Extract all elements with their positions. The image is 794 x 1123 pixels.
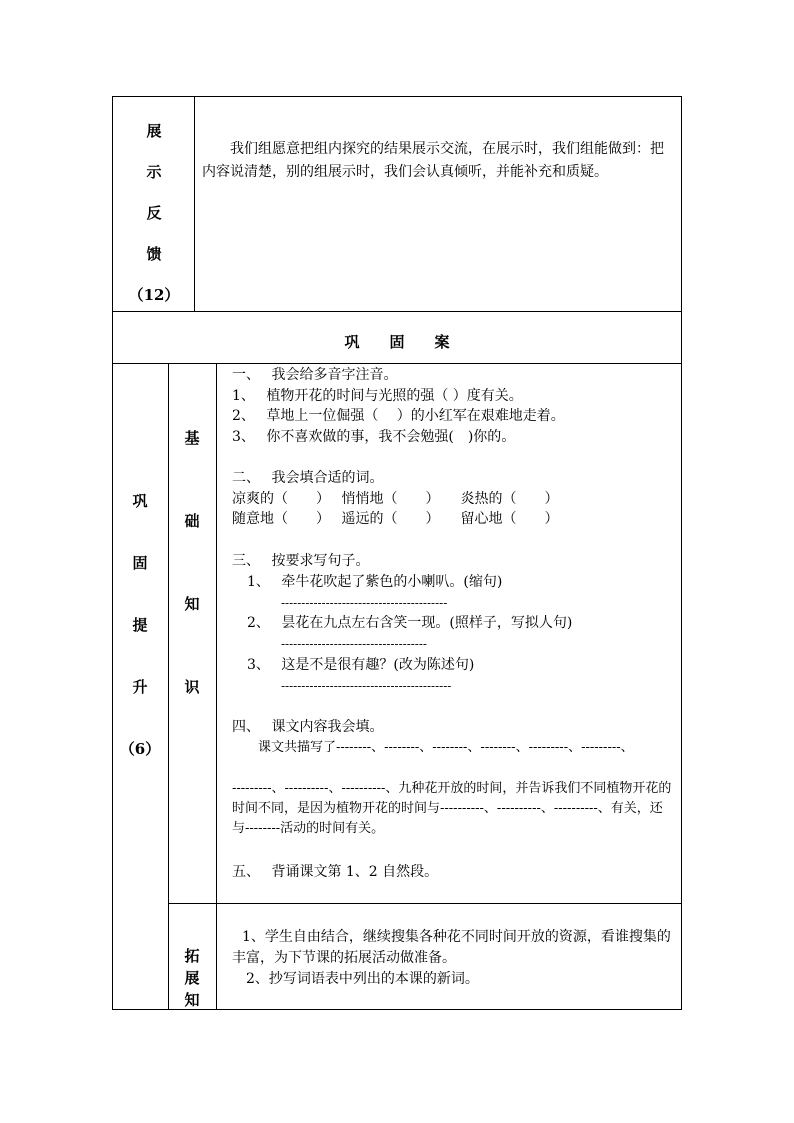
section-four-title: 四、 课文内容我会填。 (232, 719, 384, 735)
sub-label-divider (216, 363, 217, 1010)
answer-line: ------------------------------------ (281, 637, 427, 651)
consolidation-label-score: （6） (119, 740, 161, 758)
section-two-title: 二、 我会填合适的词。 (232, 470, 384, 486)
basic-label-char: 础 (184, 512, 200, 530)
basic-label-char: 知 (184, 595, 200, 613)
basic-extend-divider (168, 903, 682, 904)
fill-in-paragraph: 课文共描写了--------、--------、--------、--------、---------、---------、 (232, 740, 634, 755)
feedback-label-char: 反 (146, 204, 162, 222)
word-fill-line: 随意地（ ） 遥远的（ ） 留心地（ ） (232, 511, 559, 527)
sentence-task: 3、 这是不是很有趣？(改为陈述句) (247, 657, 475, 673)
feedback-column-divider (194, 96, 195, 311)
section-three-title: 三、 按要求写句子。 (232, 553, 370, 569)
sentence-task: 1、 牵牛花吹起了紫色的小喇叭。(缩句) (247, 574, 503, 590)
left-column-divider (168, 363, 169, 1010)
question-line: 2、 草地上一位倔强（ ）的小红军在艰难地走着。 (232, 408, 565, 424)
basic-label-char: 识 (184, 678, 200, 696)
question-line: 3、 你不喜欢做的事，我不会勉强( )你的。 (232, 429, 516, 445)
consolidation-label-char: 提 (132, 616, 148, 634)
fill-in-paragraph: ---------、----------、----------、九种花开放的时间，并告诉我们不同植物开花的时间不同，是因为植物开花的时间与----------、----------、----------、有关，还与--------活动的时间有关。 (232, 781, 672, 836)
consolidation-label-char: 巩 (132, 492, 148, 510)
header-row-bottom (112, 363, 682, 364)
extend-label-char: 展 (184, 969, 200, 987)
consolidation-label-char: 升 (132, 678, 148, 696)
basic-label-char: 基 (184, 429, 200, 447)
consolidation-label-char: 固 (132, 554, 148, 572)
feedback-label-char: 展 (146, 122, 162, 140)
question-line: 1、 植物开花的时间与光照的强（ ）度有关。 (232, 388, 523, 404)
extend-task: 1、学生自由结合，继续搜集各种花不同时间开放的资源，看谁搜集的丰富，为下节课的拓展活动做准备。 (232, 929, 671, 966)
extend-task: 2、抄写词语表中列出的本课的新词。 (246, 971, 479, 987)
answer-line: ----------------------------------------- (281, 596, 448, 610)
word-fill-line: 凉爽的（ ） 悄悄地（ ） 炎热的（ ） (232, 491, 559, 507)
section-one-title: 一、 我会给多音字注音。 (232, 367, 398, 383)
feedback-row-bottom (112, 311, 682, 312)
extend-label-char: 拓 (184, 947, 200, 965)
sentence-task: 2、 昙花在九点左右含笑一现。(照样子，写拟人句) (247, 615, 573, 631)
consolidation-header: 巩 固 案 (344, 333, 450, 351)
feedback-label-char: 馈 (146, 245, 162, 263)
answer-line: ------------------------------------------ (281, 679, 452, 693)
extend-label-char: 知 (184, 991, 200, 1009)
feedback-paragraph: 我们组愿意把组内探究的结果展示交流，在展示时，我们组能做到：把内容说清楚，别的组展示时，我们会认真倾听，并能补充和质疑。 (202, 141, 664, 180)
feedback-label-score: （12） (128, 286, 180, 304)
feedback-label-char: 示 (146, 163, 162, 181)
section-five-title: 五、 背诵课文第 1、2 自然段。 (232, 864, 439, 880)
